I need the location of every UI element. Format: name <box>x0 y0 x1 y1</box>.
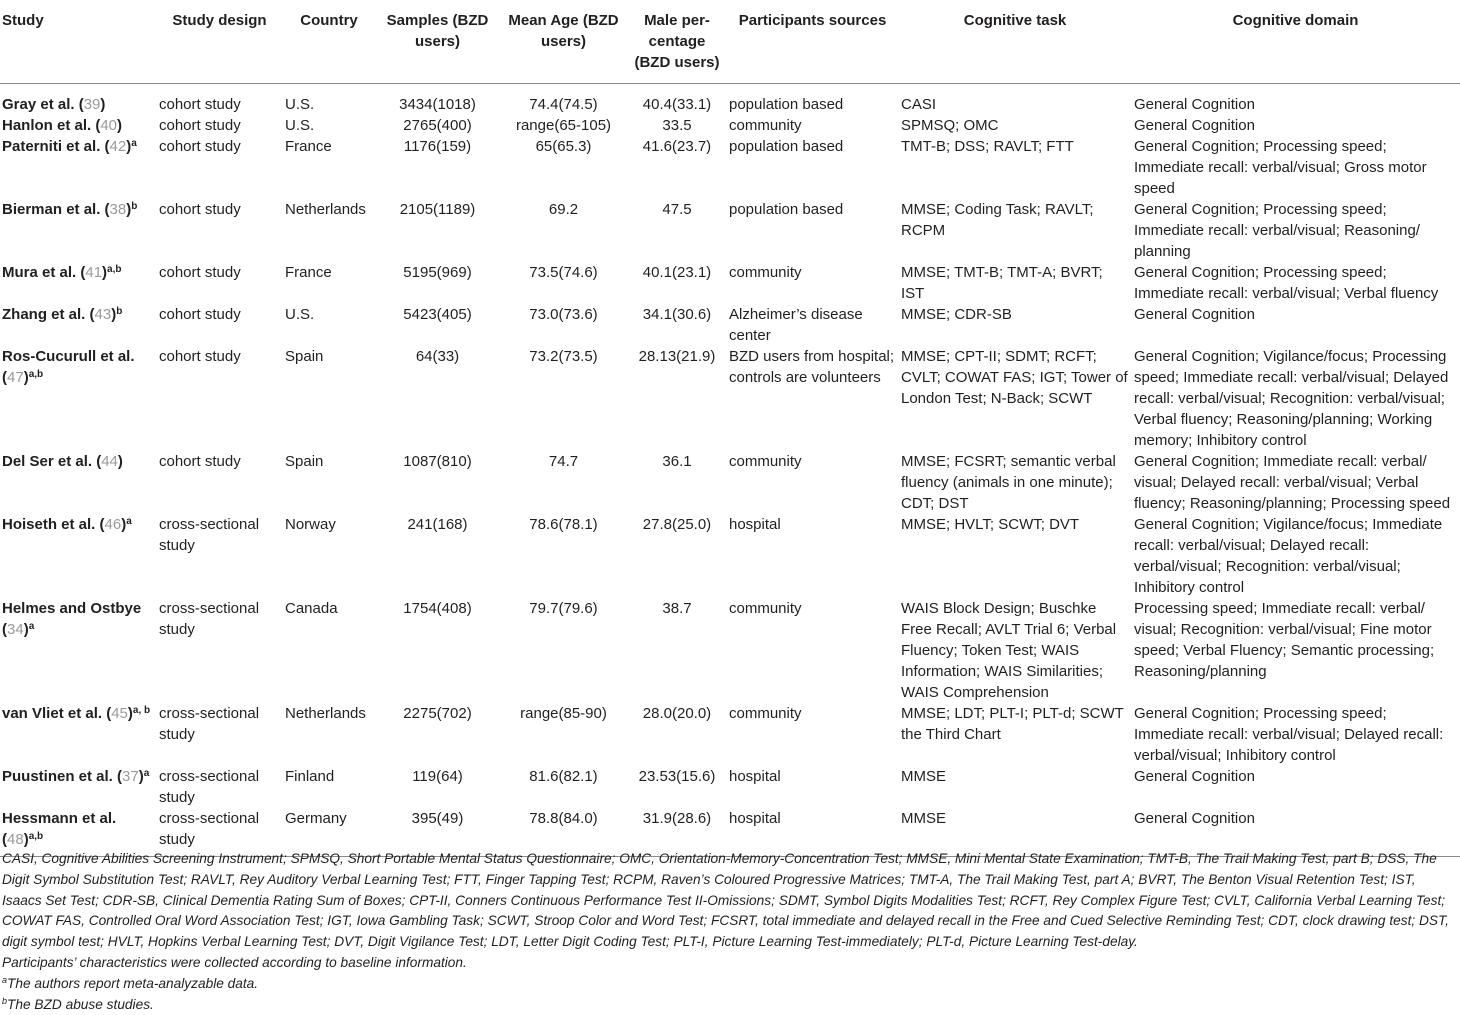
study-cell <box>0 451 157 514</box>
country-cell: Finland <box>285 768 335 785</box>
table-footnotes <box>2 849 1458 1015</box>
participants-sources-cell: population based <box>729 96 844 113</box>
samples-cell: 241(168) <box>407 516 468 533</box>
table-row <box>0 304 1460 346</box>
male-percentage-cell: 38.7 <box>662 600 692 617</box>
footnote-b-mark: b <box>2 995 8 1006</box>
male-percentage-cell: 33.5 <box>662 117 692 134</box>
study-cell <box>0 262 157 304</box>
cognitive-task-cell: SPMSQ; OMC <box>901 117 999 134</box>
country-cell: U.S. <box>285 96 315 113</box>
male-percentage-cell: 36.1 <box>662 453 692 470</box>
study-author: Gray et al. ( <box>2 96 84 113</box>
cognitive-domain-cell: General Cognition; Immediate recall: verbal/ visual; Delayed recall: verbal/visual; Verbal fluency; Reasoning/planning; Processing speed <box>1134 453 1451 512</box>
cognitive-domain-cell: General Cognition; Vigilance/focus; Immediate recall: verbal/visual; Delayed recall: verbal/visual; Recognition: verbal/visual; Inhibitory control <box>1134 516 1443 596</box>
header-study-design: Study design <box>157 0 283 84</box>
samples-cell: 1754(408) <box>403 600 472 617</box>
participants-sources-cell: hospital <box>729 768 781 785</box>
study-reference-close: ) <box>138 768 144 785</box>
cognitive-task-cell: MMSE <box>901 810 946 827</box>
country-cell: France <box>285 264 332 281</box>
header-row <box>0 0 1460 84</box>
study-cell <box>0 199 157 262</box>
study-reference-close: ) <box>23 621 29 638</box>
study-reference: 41 <box>85 264 103 281</box>
participants-sources-cell: hospital <box>729 810 781 827</box>
participants-sources-cell: community <box>729 705 802 722</box>
study-author: Del Ser et al. ( <box>2 453 102 470</box>
samples-cell: 64(33) <box>415 348 460 365</box>
header-country: Country <box>283 0 376 84</box>
participants-sources-cell: community <box>729 117 802 134</box>
mean-age-cell: 81.6(82.1) <box>529 768 598 785</box>
study-reference: 47 <box>7 369 24 386</box>
cognitive-domain-cell: General Cognition; Processing speed; Immediate recall: verbal/visual; Delayed recall: verbal/visual; Inhibitory control <box>1134 705 1444 764</box>
study-author: Hessmann et al. ( <box>2 810 117 848</box>
study-author: van Vliet et al. ( <box>2 705 112 722</box>
study-footnote-mark: b <box>131 201 138 212</box>
study-design-cell: cohort study <box>159 138 241 155</box>
study-design-cell: cross-sectional study <box>159 516 260 554</box>
table-row <box>0 598 1460 703</box>
study-design-cell: cohort study <box>159 264 241 281</box>
table-header <box>0 0 1460 84</box>
mean-age-cell: 78.8(84.0) <box>529 810 598 827</box>
country-cell: Canada <box>285 600 338 617</box>
header-participants-sources: Participants sources <box>727 0 899 84</box>
cognitive-domain-cell: General Cognition; Processing speed; Immediate recall: verbal/visual; Gross motor speed <box>1134 138 1427 197</box>
study-footnote-mark: a,b <box>107 264 122 275</box>
study-reference: 34 <box>7 621 24 638</box>
country-cell: France <box>285 138 332 155</box>
study-author: Paterniti et al. ( <box>2 138 110 155</box>
country-cell: Netherlands <box>285 705 366 722</box>
study-footnote-mark: a, b <box>132 705 151 716</box>
male-percentage-cell: 40.1(23.1) <box>642 264 712 281</box>
study-reference: 43 <box>94 306 112 323</box>
samples-cell: 5195(969) <box>403 264 472 281</box>
study-design-cell: cross-sectional study <box>159 705 260 743</box>
male-percentage-cell: 23.53(15.6) <box>638 768 716 785</box>
mean-age-cell: 73.0(73.6) <box>529 306 598 323</box>
mean-age-cell: 78.6(78.1) <box>529 516 598 533</box>
cognitive-domain-cell: General Cognition; Processing speed; Immediate recall: verbal/visual; Reasoning/ planning <box>1134 201 1420 260</box>
cognitive-task-cell: WAIS Block Design; Buschke Free Recall; AVLT Trial 6; Verbal Fluency; Token Test; WAIS Information; WAIS Similarities; WAIS Comprehension <box>901 600 1117 701</box>
cognitive-task-cell: MMSE; CPT-II; SDMT; RCFT; CVLT; COWAT FAS; IGT; Tower of London Test; N-Back; SCWT <box>901 348 1128 407</box>
footnote-a-mark: a <box>2 974 8 985</box>
study-reference-close: ) <box>102 264 108 281</box>
header-male-percentage: Male per-centage (BZD users) <box>628 0 727 84</box>
table-row <box>0 115 1460 136</box>
male-percentage-cell: 40.4(33.1) <box>642 96 712 113</box>
cognitive-domain-cell: General Cognition <box>1134 96 1255 113</box>
male-percentage-cell: 28.13(21.9) <box>638 348 716 365</box>
samples-cell: 2275(702) <box>403 705 472 722</box>
participants-sources-cell: community <box>729 264 802 281</box>
table-row <box>0 766 1460 808</box>
study-reference-close: ) <box>117 117 123 134</box>
study-design-cell: cross-sectional study <box>159 810 260 848</box>
study-cell <box>0 598 157 703</box>
study-footnote-mark: a,b <box>28 831 44 842</box>
country-cell: U.S. <box>285 117 315 134</box>
cognitive-domain-cell: General Cognition <box>1134 306 1255 323</box>
study-author: Bierman et al. ( <box>2 201 110 218</box>
table-row <box>0 136 1460 199</box>
study-design-cell: cohort study <box>159 306 241 323</box>
study-reference: 39 <box>83 96 101 113</box>
study-design-cell: cross-sectional study <box>159 600 260 638</box>
cognitive-domain-cell: Processing speed; Immediate recall: verbal/ visual; Recognition: verbal/visual; Fine motor speed; Verbal Fluency; Semantic processing; Reasoning/planning <box>1134 600 1435 680</box>
country-cell: Spain <box>285 453 324 470</box>
header-cognitive-domain: Cognitive domain <box>1132 0 1460 84</box>
cognitive-domain-cell: General Cognition <box>1134 117 1255 134</box>
male-percentage-cell: 47.5 <box>662 201 692 218</box>
study-reference: 40 <box>100 117 118 134</box>
cognitive-task-cell: MMSE <box>901 768 946 785</box>
male-percentage-cell: 28.0(20.0) <box>642 705 712 722</box>
table-row <box>0 262 1460 304</box>
header-samples: Samples (BZD users) <box>376 0 500 84</box>
samples-cell: 2105(1189) <box>399 201 476 218</box>
study-cell <box>0 346 157 451</box>
footnote-a <box>2 974 1458 995</box>
study-reference-close: ) <box>117 453 123 470</box>
country-cell: Spain <box>285 348 324 365</box>
cognitive-task-cell: CASI <box>901 96 937 113</box>
study-author: Hoiseth et al. ( <box>2 516 105 533</box>
header-mean-age: Mean Age (BZD users) <box>500 0 628 84</box>
study-reference-close: ) <box>121 516 127 533</box>
study-cell <box>0 136 157 199</box>
table-row <box>0 514 1460 598</box>
samples-cell: 119(64) <box>412 768 463 785</box>
study-reference-close: ) <box>23 369 29 386</box>
study-author: Helmes and Ostbye ( <box>2 600 142 638</box>
samples-cell: 5423(405) <box>403 306 472 323</box>
cognitive-task-cell: MMSE; CDR-SB <box>901 306 1012 323</box>
cognitive-task-cell: MMSE; FCSRT; semantic verbal fluency (animals in one minute); CDT; DST <box>901 453 1116 512</box>
samples-cell: 1087(810) <box>403 453 472 470</box>
cognitive-domain-cell: General Cognition; Vigilance/focus; Processing speed; Immediate recall: verbal/visual; Delayed recall: verbal/visual; Recognition: verbal/visual; Verbal fluency; Reasoning/planning; Working memory; Inhibitory control <box>1134 348 1449 449</box>
study-reference-close: ) <box>111 306 117 323</box>
mean-age-cell: 73.5(74.6) <box>529 264 598 281</box>
study-author: Puustinen et al. ( <box>2 768 123 785</box>
study-cell <box>0 514 157 598</box>
mean-age-cell: 73.2(73.5) <box>529 348 598 365</box>
male-percentage-cell: 41.6(23.7) <box>642 138 712 155</box>
table-body <box>0 84 1460 857</box>
mean-age-cell: 74.4(74.5) <box>529 96 598 113</box>
footnote-a-text: The authors report meta-analyzable data. <box>7 975 259 991</box>
study-footnote-mark: a <box>126 516 132 527</box>
country-cell: Norway <box>285 516 336 533</box>
cognitive-domain-cell: General Cognition; Processing speed; Immediate recall: verbal/visual; Verbal fluency <box>1134 264 1439 302</box>
study-reference-close: ) <box>100 96 106 113</box>
table-row <box>0 199 1460 262</box>
participants-sources-cell: hospital <box>729 516 781 533</box>
study-design-cell: cohort study <box>159 201 241 218</box>
study-author: Mura et al. ( <box>2 264 86 281</box>
study-design-cell: cohort study <box>159 348 241 365</box>
mean-age-cell: range(85-90) <box>520 705 607 722</box>
samples-cell: 2765(400) <box>403 117 472 134</box>
mean-age-cell: 79.7(79.6) <box>529 600 598 617</box>
cognitive-task-cell: MMSE; Coding Task; RAVLT; RCPM <box>901 201 1094 239</box>
study-reference: 42 <box>109 138 127 155</box>
samples-cell: 1176(159) <box>403 138 472 155</box>
participants-sources-cell: population based <box>729 201 844 218</box>
study-footnote-mark: a <box>28 621 35 632</box>
study-reference-close: ) <box>126 201 132 218</box>
study-reference-close: ) <box>126 138 132 155</box>
study-footnote-mark: a <box>131 138 137 149</box>
mean-age-cell: 69.2 <box>548 201 579 218</box>
study-reference-close: ) <box>127 705 133 722</box>
mean-age-cell: 65(65.3) <box>535 138 592 155</box>
cognitive-domain-cell: General Cognition <box>1134 810 1255 827</box>
country-cell: U.S. <box>285 306 315 323</box>
table-row <box>0 346 1460 451</box>
participants-sources-cell: Alzheimer’s disease center <box>729 306 863 344</box>
study-cell <box>0 115 157 136</box>
cognitive-task-cell: MMSE; HVLT; SCWT; DVT <box>901 516 1080 533</box>
participants-sources-cell: community <box>729 600 802 617</box>
male-percentage-cell: 31.9(28.6) <box>642 810 712 827</box>
study-author: Ros-Cucurull et al. ( <box>2 348 135 386</box>
participants-note: Participants’ characteristics were collected according to baseline information. <box>2 954 467 970</box>
study-author: Zhang et al. ( <box>2 306 95 323</box>
cognitive-task-cell: MMSE; TMT-B; TMT-A; BVRT; IST <box>901 264 1103 302</box>
table-row <box>0 84 1460 116</box>
study-reference: 45 <box>111 705 128 722</box>
table-row <box>0 703 1460 766</box>
table-row <box>0 451 1460 514</box>
participants-sources-cell: BZD users from hospital; controls are volunteers <box>729 348 895 386</box>
header-study: Study <box>0 0 157 84</box>
male-percentage-cell: 34.1(30.6) <box>642 306 712 323</box>
mean-age-cell: 74.7 <box>548 453 579 470</box>
male-percentage-cell: 27.8(25.0) <box>642 516 712 533</box>
study-reference: 48 <box>7 831 24 848</box>
study-footnote-mark: a <box>143 768 150 779</box>
study-design-cell: cohort study <box>159 96 241 113</box>
samples-cell: 395(49) <box>411 810 464 827</box>
study-design-cell: cross-sectional study <box>159 768 260 806</box>
study-reference: 46 <box>104 516 122 533</box>
study-author: Hanlon et al. ( <box>2 117 101 134</box>
study-footnote-mark: b <box>116 306 123 317</box>
mean-age-cell: range(65-105) <box>515 117 612 134</box>
cognitive-task-cell: TMT-B; DSS; RAVLT; FTT <box>901 138 1074 155</box>
study-reference-close: ) <box>23 831 29 848</box>
footnote-b-text: The BZD abuse studies. <box>7 996 154 1012</box>
participants-sources-cell: population based <box>729 138 844 155</box>
study-reference: 44 <box>101 453 118 470</box>
header-cognitive-task: Cognitive task <box>899 0 1132 84</box>
study-cell <box>0 304 157 346</box>
cognitive-domain-cell: General Cognition <box>1134 768 1255 785</box>
footnote-b <box>2 995 1458 1015</box>
study-cell <box>0 84 157 116</box>
cognitive-task-cell: MMSE; LDT; PLT-I; PLT-d; SCWT the Third Chart <box>901 705 1124 743</box>
abbreviations-note: CASI, Cognitive Abilities Screening Instrument; SPMSQ, Short Portable Mental Status Questionnaire; OMC, Orientation-Memory-Concentration Test; MMSE, Mini Mental State Examination; TMT-B, The Trail Making Test, part B; DSS, The Digit Symbol Substitution Test; RAVLT, Rey Auditory Verbal Learning Test; FTT, Finger Tapping Test; RCPM, Raven’s Coloured Progressive Matrices; TMT-A, The Trail Making Test, part A; BVRT, The Benton Visual Retention Test; IST, Isaacs Set Test; CDR-SB, Clinical Dementia Rating Sum of Boxes; CPT-II, Conners Continuous Performance Test II-Omissions; SDMT, Symbol Digits Modalities Test; RCFT, Rey Complex Figure Test; CVLT, California Verbal Learning Test; COWAT FAS, Controlled Oral Word Association Test; IGT, Iowa Gambling Task; SCWT, Stroop Color and Word Test; FCSRT, total immediate and delayed recall in the Free and Cued Selective Reminding Test; CDT, clock drawing test; DST, digit symbol test; HVLT, Hopkins Verbal Learning Test; DVT, Digit Vigilance Test; LDT, Letter Digit Coding Test; PLT-I, Picture Learning Test-immediately; PLT-d, Picture Learning Test-delay. <box>2 851 1449 950</box>
study-cell <box>0 766 157 808</box>
study-footnote-mark: a,b <box>28 369 44 380</box>
country-cell: Germany <box>285 810 347 827</box>
study-reference: 38 <box>109 201 127 218</box>
samples-cell: 3434(1018) <box>399 96 476 113</box>
study-cell <box>0 703 157 766</box>
country-cell: Netherlands <box>285 201 366 218</box>
study-reference: 37 <box>122 768 139 785</box>
study-design-cell: cohort study <box>159 117 241 134</box>
participants-sources-cell: community <box>729 453 802 470</box>
study-design-cell: cohort study <box>159 453 241 470</box>
